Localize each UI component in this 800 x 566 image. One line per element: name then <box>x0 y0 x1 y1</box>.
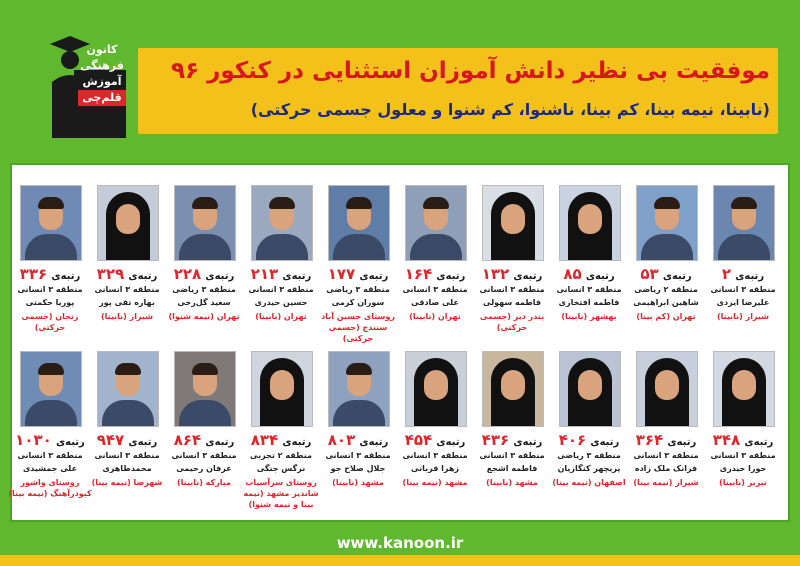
rank-number: ۱۰۳۰ <box>15 431 52 449</box>
student-rank <box>165 265 243 283</box>
rank-label: رتبه‌ی <box>359 271 389 282</box>
student-location: شیراز (نیمه بینا) <box>633 478 699 487</box>
student-name: فاطمه سهولی <box>482 298 542 307</box>
student-photo <box>174 351 236 427</box>
student-name: پوریا حکمتی <box>25 298 75 307</box>
student-location: تبریز (نابینا) <box>719 478 767 487</box>
student-card <box>704 351 782 516</box>
rank-label: رتبه‌ی <box>282 271 312 282</box>
student-rank <box>242 265 320 283</box>
student-region: منطقه ۳ انسانی <box>402 285 468 294</box>
rank-label: رتبه‌ی <box>436 437 466 448</box>
student-location: مشهد (نیمه بینا) <box>402 478 468 487</box>
student-card <box>550 351 628 516</box>
student-photo <box>251 351 313 427</box>
rank-number: ۹۴۷ <box>96 431 125 449</box>
student-card <box>242 351 320 516</box>
student-name: علی صادقی <box>411 298 459 307</box>
student-card <box>319 185 397 350</box>
student-name: نرگس جنگی <box>256 464 306 473</box>
rank-label: رتبه‌ی <box>282 437 312 448</box>
rank-label: رتبه‌ی <box>513 271 543 282</box>
student-region: منطقه ۳ انسانی <box>479 451 545 460</box>
student-rank <box>319 431 397 449</box>
rank-number: ۳۲۹ <box>96 265 125 283</box>
rank-label: رتبه‌ی <box>205 271 235 282</box>
student-rank <box>396 265 474 283</box>
student-location: روستای واشور کبودرآهنگ (نیمه بینا) <box>8 478 92 498</box>
student-rank <box>242 431 320 449</box>
student-region: منطقه ۳ انسانی <box>325 451 391 460</box>
student-name: محمدطاهری <box>102 464 152 473</box>
rank-number: ۸۳۴ <box>250 431 279 449</box>
logo-line: آموزش <box>82 75 122 88</box>
student-name: علیرضا ایزدی <box>716 298 770 307</box>
student-region: منطقه ۳ انسانی <box>94 451 160 460</box>
student-rank <box>11 431 89 449</box>
page-title: موفقیت بی نظیر دانش آموزان استثنایی در کنکور ۹۶ <box>171 58 770 84</box>
rank-label: رتبه‌ی <box>128 271 158 282</box>
student-region: منطقه ۳ انسانی <box>402 451 468 460</box>
student-location: اصفهان (نیمه بینا) <box>552 478 626 487</box>
rank-number: ۲۱۳ <box>250 265 279 283</box>
rank-number: ۱۶۴ <box>404 265 433 283</box>
student-location: شیراز (نابینا) <box>716 312 770 321</box>
student-photo <box>328 351 390 427</box>
logo-line: قلم‌چی <box>78 90 125 106</box>
student-region: منطقه ۲ تجربی <box>250 451 312 460</box>
student-location: روستای حسین آباد سنندج (جسمی حرکتی) <box>321 312 395 343</box>
student-photo <box>405 185 467 261</box>
student-photo <box>20 351 82 427</box>
student-card <box>11 185 89 350</box>
student-card <box>8 351 92 516</box>
rank-label: رتبه‌ی <box>590 437 620 448</box>
logo-line: کانون <box>86 43 118 56</box>
student-region: منطقه ۳ انسانی <box>633 451 699 460</box>
student-photo <box>636 351 698 427</box>
student-region: منطقه ۳ انسانی <box>17 451 83 460</box>
student-name: جلال صلاح جو <box>330 464 386 473</box>
student-rank <box>550 431 628 449</box>
rank-label: رتبه‌ی <box>585 271 615 282</box>
student-photo <box>482 185 544 261</box>
student-card <box>88 185 166 350</box>
student-card <box>550 185 628 350</box>
student-card <box>319 351 397 516</box>
student-location: مشهد (نابینا) <box>332 478 384 487</box>
student-name: حسین حیدری <box>254 298 308 307</box>
student-region: منطقه ۳ انسانی <box>94 285 160 294</box>
rank-number: ۱۳۲ <box>481 265 510 283</box>
student-location: تهران (کم بینا) <box>636 312 696 321</box>
student-card <box>396 351 474 516</box>
website-link[interactable]: www.kanoon.ir <box>336 534 464 552</box>
student-location: بهشهر (نابینا) <box>561 312 617 321</box>
student-region: منطقه ۳ انسانی <box>479 285 545 294</box>
rank-number: ۲ <box>721 265 732 283</box>
student-location: روستای سرآسیاب شاندیز مشهد (نیمه بینا و نیمه شنوا) <box>243 478 319 509</box>
student-card <box>473 351 551 516</box>
student-name: سعید گل‌رخی <box>177 298 231 307</box>
student-region: منطقه ۳ ریاضی <box>326 285 390 294</box>
students-panel <box>10 163 790 522</box>
student-rank <box>704 265 782 283</box>
rank-number: ۲۲۸ <box>173 265 202 283</box>
student-region: منطقه ۳ انسانی <box>710 285 776 294</box>
rank-label: رتبه‌ی <box>359 437 389 448</box>
student-photo <box>559 351 621 427</box>
student-rank <box>11 265 89 283</box>
student-card <box>242 185 320 350</box>
student-location: مبارکه (نابینا) <box>177 478 231 487</box>
student-location: شیراز (نابینا) <box>100 312 154 321</box>
student-photo <box>636 185 698 261</box>
student-rank <box>396 431 474 449</box>
rank-label: رتبه‌ی <box>735 271 765 282</box>
student-location: تهران (نابینا) <box>255 312 307 321</box>
rank-number: ۱۷۷ <box>327 265 356 283</box>
rank-number: ۳۳۶ <box>19 265 48 283</box>
student-rank <box>550 265 628 283</box>
rank-label: رتبه‌ی <box>51 271 81 282</box>
student-rank <box>704 431 782 449</box>
rank-number: ۵۳ <box>640 265 659 283</box>
student-card <box>473 185 551 350</box>
student-region: منطقه ۳ انسانی <box>556 285 622 294</box>
student-region: منطقه ۳ انسانی <box>710 451 776 460</box>
rank-number: ۸۵ <box>563 265 582 283</box>
student-card <box>165 351 243 516</box>
student-location: تهران (نابینا) <box>409 312 461 321</box>
student-photo <box>97 185 159 261</box>
rank-number: ۳۴۸ <box>712 431 741 449</box>
student-card <box>627 351 705 516</box>
student-rank <box>473 431 551 449</box>
student-card <box>627 185 705 350</box>
student-location: زنجان (جسمی حرکتی) <box>21 312 79 332</box>
rank-number: ۸۰۳ <box>327 431 356 449</box>
student-photo <box>251 185 313 261</box>
student-name: حورا حیدری <box>719 464 767 473</box>
student-name: فاطمه افتخاری <box>558 298 620 307</box>
student-name: سوران کرمی <box>331 298 385 307</box>
student-name: پریچهر کنگازیان <box>557 464 621 473</box>
student-photo <box>559 185 621 261</box>
rank-label: رتبه‌ی <box>436 271 466 282</box>
rank-label: رتبه‌ی <box>513 437 543 448</box>
student-name: علی جمشیدی <box>22 464 78 473</box>
logo-line: فرهنگی <box>80 59 124 72</box>
student-rank <box>88 431 166 449</box>
student-rank <box>627 265 705 283</box>
student-region: منطقه ۳ انسانی <box>171 451 237 460</box>
student-rank <box>88 265 166 283</box>
student-region: منطقه ۲ ریاضی <box>634 285 698 294</box>
student-rank <box>319 265 397 283</box>
rank-label: رتبه‌ی <box>55 437 85 448</box>
rank-label: رتبه‌ی <box>744 437 774 448</box>
rank-label: رتبه‌ی <box>662 271 692 282</box>
student-region: منطقه ۳ ریاضی <box>172 285 236 294</box>
student-location: مشهد (نابینا) <box>486 478 538 487</box>
student-name: زهرا قربانی <box>411 464 459 473</box>
page-subtitle: (نابینا، نیمه بینا، کم بینا، ناشنوا، کم شنوا و معلول جسمی حرکتی) <box>250 100 770 119</box>
student-name: عرفان رحیمی <box>176 464 232 473</box>
student-photo <box>713 351 775 427</box>
student-photo <box>328 185 390 261</box>
student-location: بندر دیر (جسمی حرکتی) <box>479 312 545 332</box>
student-rank <box>473 265 551 283</box>
student-name: بهاره تقی پور <box>99 298 155 307</box>
rank-label: رتبه‌ی <box>667 437 697 448</box>
student-region: منطقه ۳ انسانی <box>17 285 83 294</box>
student-photo <box>405 351 467 427</box>
rank-number: ۴۵۴ <box>404 431 433 449</box>
student-region: منطقه ۳ ریاضی <box>557 451 621 460</box>
rank-number: ۸۶۴ <box>173 431 202 449</box>
student-location: شهرضا (نیمه بینا) <box>91 478 163 487</box>
student-card <box>165 185 243 350</box>
rank-label: رتبه‌ی <box>128 437 158 448</box>
student-photo <box>174 185 236 261</box>
rank-label: رتبه‌ی <box>205 437 235 448</box>
student-photo <box>713 185 775 261</box>
student-card <box>704 185 782 350</box>
student-name: شاهین ابراهیمی <box>633 298 699 307</box>
footer-strip <box>0 555 800 566</box>
student-rank <box>627 431 705 449</box>
student-location: تهران (نیمه شنوا) <box>168 312 240 321</box>
rank-number: ۳۶۴ <box>635 431 664 449</box>
rank-number: ۴۰۶ <box>558 431 587 449</box>
student-photo <box>482 351 544 427</box>
logo-text <box>72 42 132 106</box>
student-name: فاطمه اشجع <box>486 464 538 473</box>
student-photo <box>97 351 159 427</box>
student-photo <box>20 185 82 261</box>
student-card <box>396 185 474 350</box>
rank-number: ۴۳۶ <box>481 431 510 449</box>
title-box <box>138 48 778 134</box>
student-card <box>88 351 166 516</box>
student-name: فرانک ملک زاده <box>634 464 698 473</box>
student-rank <box>165 431 243 449</box>
student-region: منطقه ۳ انسانی <box>248 285 314 294</box>
